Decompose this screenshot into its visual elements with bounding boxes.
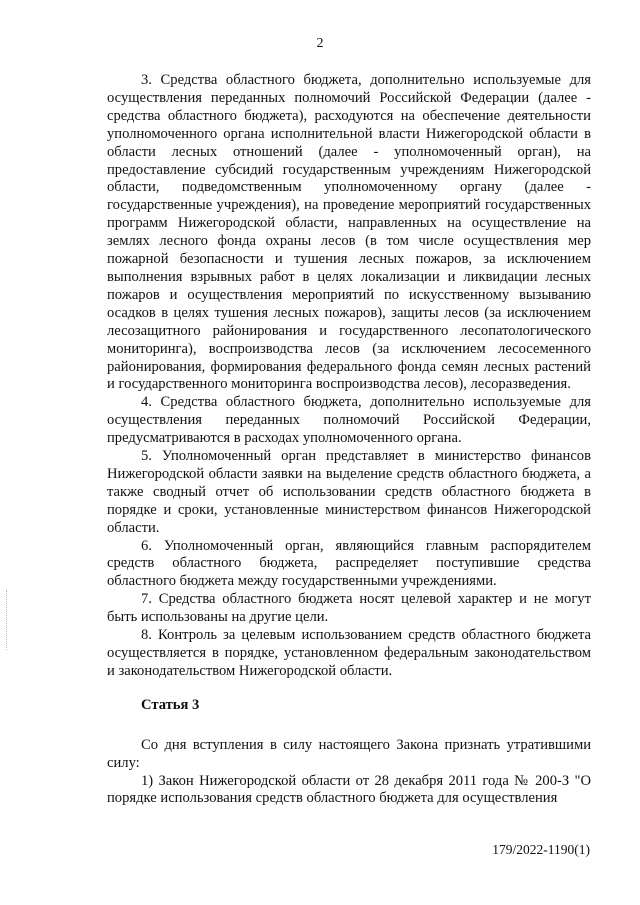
document-body bbox=[107, 72, 591, 808]
paragraph-6: 6. Уполномоченный орган, являющийся главным распорядителем средств областного бюджета, распределяет поступившие средства областного бюджета между государственными учреждениями. bbox=[107, 537, 591, 590]
paragraph-8: 8. Контроль за целевым использованием средств областного бюджета осуществляется в порядке, установленном федеральным законодательством и законодательством Нижегородской области. bbox=[107, 627, 591, 679]
paragraph-repeal-intro: Со дня вступления в силу настоящего Закона признать утратившими силу: bbox=[107, 736, 591, 771]
margin-scan-marks bbox=[6, 590, 9, 650]
article-heading: Статья 3 bbox=[141, 696, 200, 713]
page-number: 2 bbox=[316, 36, 324, 51]
paragraph-3: 3. Средства областного бюджета, дополнительно используемые для осуществления переданных полномочий Российской Федерации (далее - средства областного бюджета), расходуются на обеспечение деятельности уполномоченного органа исполнительной власти Нижегородской области в области лесных отношений (далее - уполномоченный орган), на предоставление субсидий государственным учреждениям Нижегородской области, подведомственным уполномоченному органу (далее - государственные учреждения), на проведение мероприятий государственных программ Нижегородской области, направленных на осуществление на землях лесного фонда охраны лесов (в том числе осуществления мер пожарной безопасности и тушения лесных пожаров, за исключением выполнения взрывных работ в целях локализации и ликвидации лесных пожаров и осуществления мероприятий по искусственному вызыванию осадков в целях тушения лесных пожаров), защиты лесов (за исключением лесозащитного районирования и государственного лесопатологического мониторинга), воспроизводства лесов (за исключением лесосеменного районирования, формирования федерального фонда семян лесных растений и государственного мониторинга воспроизводства лесов), лесоразведения. bbox=[107, 72, 591, 393]
document-code: 179/2022-1190(1) bbox=[492, 842, 590, 857]
paragraph-7: 7. Средства областного бюджета носят целевой характер и не могут быть использованы на другие цели. bbox=[107, 591, 591, 626]
paragraph-repeal-item-1: 1) Закон Нижегородской области от 28 декабря 2011 года № 200-З "О порядке использования средств областного бюджета для осуществления bbox=[107, 772, 591, 807]
paragraph-4: 4. Средства областного бюджета, дополнительно используемые для осуществления переданных полномочий Российской Федерации, предусматриваются в расходах уполномоченного органа. bbox=[107, 394, 591, 447]
paragraph-5: 5. Уполномоченный орган представляет в министерство финансов Нижегородской области заявки на выделение средств областного бюджета, а также сводный отчет об использовании средств областного бюджета в порядке и сроки, установленные министерством финансов Нижегородской области. bbox=[107, 448, 591, 536]
